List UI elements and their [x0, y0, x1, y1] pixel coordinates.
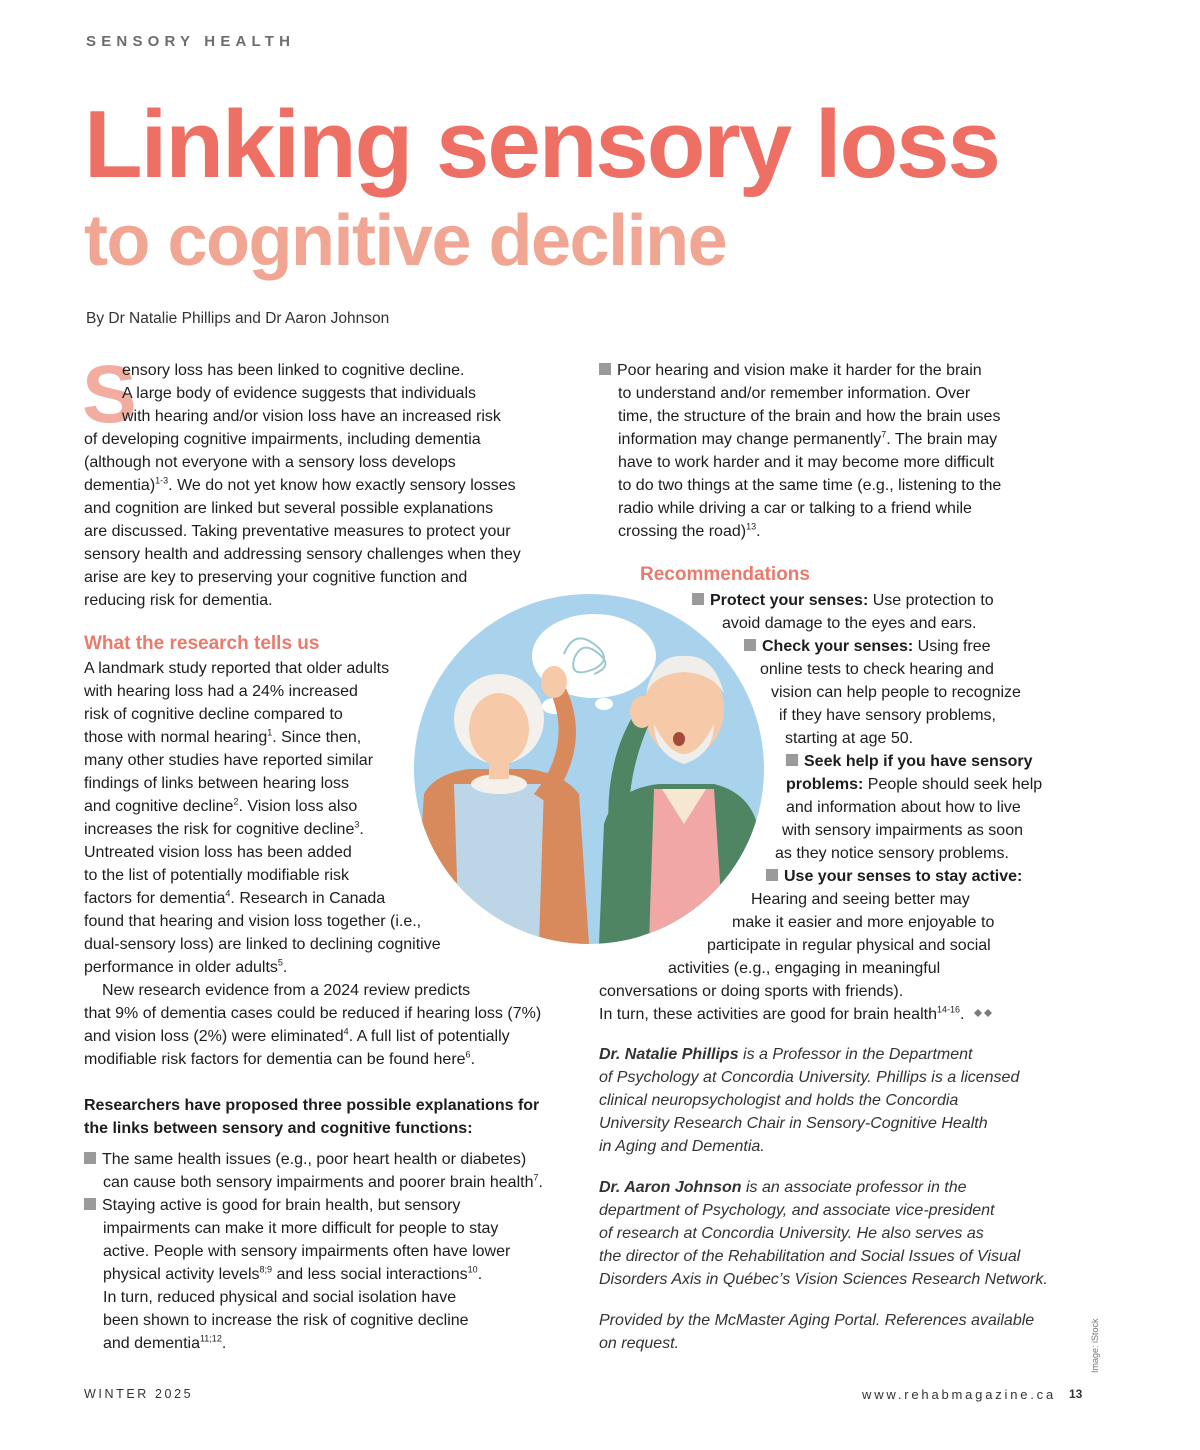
article-title-line-1: Linking sensory loss: [84, 91, 999, 198]
website-url: www.rehabmagazine.ca: [862, 1387, 1057, 1402]
text-line: to do two things at the same time (e.g., listening to the: [618, 477, 1002, 494]
bullet-item: Check your senses: Using free: [744, 635, 991, 658]
text-line: found that hearing and vision loss together (i.e.,: [84, 913, 422, 930]
text-line: and information about how to live: [786, 799, 1021, 816]
text-line: activities (e.g., engaging in meaningful: [668, 960, 941, 977]
text-line: the links between sensory and cognitive functions:: [84, 1120, 473, 1137]
intro-paragraph: [84, 428, 521, 612]
text-line: (although not everyone with a sensory loss develops: [84, 454, 456, 471]
text-line: dual-sensory loss) are linked to declining cognitive: [84, 936, 441, 953]
text-line: In turn, reduced physical and social isolation have: [103, 1289, 457, 1306]
research-heading: What the research tells us: [84, 633, 320, 654]
article-title-line-2: to cognitive decline: [84, 201, 727, 281]
bio-johnson: [599, 1176, 1048, 1291]
text-line: are discussed. Taking preventative measures to protect your: [84, 523, 511, 540]
text-line: impairments can make it more difficult for people to stay: [103, 1220, 499, 1237]
text-line: on request.: [599, 1335, 680, 1352]
text-line: dementia)$^{1-3}$. We do not yet know how exactly sensory losses: [84, 475, 516, 494]
bullet-item: Staying active is good for brain health, but sensory: [84, 1194, 543, 1217]
byline: By Dr Natalie Phillips and Dr Aaron Johnson: [86, 310, 390, 327]
square-bullet-icon: [692, 593, 704, 605]
text-line: time, the structure of the brain and how the brain uses: [618, 408, 1001, 425]
text-line: have to work harder and it may become more difficult: [618, 454, 994, 471]
section-label: SENSORY HEALTH: [86, 33, 296, 50]
image-credit: Image: iStock: [1090, 1318, 1100, 1373]
text-line: with hearing and/or vision loss have an increased risk: [122, 408, 501, 425]
recommendation-check: [744, 635, 991, 658]
page-number: 13: [1069, 1387, 1083, 1401]
square-bullet-icon: [786, 754, 798, 766]
text-line: and cognitive decline$^2$. Vision loss also: [84, 796, 358, 815]
text-line: and cognition are linked but several possible explanations: [84, 500, 494, 517]
text-line: arise are key to preserving your cognitive function and: [84, 569, 468, 586]
text-line: increases the risk for cognitive decline$^3$.: [84, 819, 364, 838]
text-line: conversations or doing sports with friends).: [599, 983, 904, 1000]
text-line: University Research Chair in Sensory-Cognitive Health: [599, 1115, 988, 1132]
text-line: and vision loss (2%) were eliminated$^4$. A full list of potentially: [84, 1026, 510, 1045]
author-name: Dr. Aaron Johnson: [599, 1179, 742, 1196]
author-name: Dr. Natalie Phillips: [599, 1046, 739, 1063]
text-line: department of Psychology, and associate vice-president: [599, 1202, 995, 1219]
text-line: problems: People should seek help: [786, 776, 1043, 793]
text-line: of developing cognitive impairments, including dementia: [84, 431, 481, 448]
text-line: A large body of evidence suggests that individuals: [122, 385, 477, 402]
text-line: with sensory impairments as soon: [782, 822, 1023, 839]
issue-season: WINTER 2025: [84, 1387, 194, 1401]
recommendation-seek-help: [786, 750, 1033, 773]
square-bullet-icon: [766, 869, 778, 881]
end-mark-icon: [972, 1008, 994, 1018]
text-line: Researchers have proposed three possible explanations for: [84, 1097, 540, 1114]
text-line: in Aging and Dementia.: [599, 1138, 765, 1155]
recommendation-stay-active: [766, 865, 1022, 888]
text-line: A landmark study reported that older adults: [84, 660, 390, 677]
explanations-intro: [84, 1094, 539, 1140]
text-line: crossing the road)$^{13}$.: [618, 521, 761, 540]
recommendations-heading: Recommendations: [640, 564, 810, 585]
seniors-illustration: [414, 594, 764, 944]
text-line: those with normal hearing$^1$. Since then,: [84, 727, 362, 746]
text-line: ensory loss has been linked to cognitive decline.: [122, 362, 465, 379]
text-line: radio while driving a car or talking to a friend while: [618, 500, 972, 517]
text-line: of research at Concordia University. He also serves as: [599, 1225, 984, 1242]
text-line: information may change permanently$^7$. The brain may: [618, 429, 998, 448]
provided-by-note: [599, 1309, 1034, 1355]
text-line: active. People with sensory impairments often have lower: [103, 1243, 511, 1260]
drop-cap: S: [82, 349, 137, 440]
text-line: Untreated vision loss has been added: [84, 844, 352, 861]
text-line: factors for dementia$^4$. Research in Canada: [84, 888, 386, 907]
text-line: make it easier and more enjoyable to: [732, 914, 995, 931]
text-line: In turn, these activities are good for brain health$^{14-16}$.: [599, 1003, 994, 1026]
explanation-bullet-right: [599, 359, 1001, 543]
bullet-item: The same health issues (e.g., poor heart health or diabetes): [84, 1148, 543, 1171]
text-line: Dr. Natalie Phillips is a Professor in the Department: [599, 1046, 973, 1063]
text-line: participate in regular physical and social: [707, 937, 991, 954]
square-bullet-icon: [84, 1198, 96, 1210]
text-line: reducing risk for dementia.: [84, 592, 273, 609]
text-line: modifiable risk factors for dementia can be found here$^6$.: [84, 1049, 476, 1068]
bullet-item: Use your senses to stay active:: [766, 865, 1022, 888]
text-line: with hearing loss had a 24% increased: [84, 683, 358, 700]
bullet-item: Protect your senses: Use protection to: [692, 589, 994, 612]
text-line: been shown to increase the risk of cognitive decline: [103, 1312, 469, 1329]
text-line: New research evidence from a 2024 review predicts: [102, 982, 471, 999]
explanation-bullets-left: [84, 1148, 543, 1355]
square-bullet-icon: [744, 639, 756, 651]
text-line: of Psychology at Concordia University. Phillips is a licensed: [599, 1069, 1020, 1086]
text-line: to understand and/or remember information. Over: [618, 385, 971, 402]
text-line: clinical neuropsychologist and holds the Concordia: [599, 1092, 959, 1109]
square-bullet-icon: [84, 1152, 96, 1164]
text-line: avoid damage to the eyes and ears.: [722, 615, 977, 632]
text-line: physical activity levels$^{8;9}$ and less social interactions$^{10}$.: [103, 1264, 483, 1283]
text-line: Provided by the McMaster Aging Portal. References available: [599, 1312, 1035, 1329]
text-line: starting at age 50.: [785, 730, 914, 747]
text-line: Hearing and seeing better may: [751, 891, 970, 908]
text-line: Disorders Axis in Québec’s Vision Sciences Research Network.: [599, 1271, 1048, 1288]
bullet-item: Poor hearing and vision make it harder for the brain: [599, 359, 1001, 382]
text-line: can cause both sensory impairments and poorer brain health$^7$.: [103, 1172, 543, 1191]
text-line: Dr. Aaron Johnson is an associate professor in the: [599, 1179, 967, 1196]
bullet-item: Seek help if you have sensory: [786, 750, 1033, 773]
text-line: online tests to check hearing and: [760, 661, 994, 678]
text-line: performance in older adults$^5$.: [84, 957, 288, 976]
text-line: vision can help people to recognize: [771, 684, 1021, 701]
text-line: to the list of potentially modifiable risk: [84, 867, 350, 884]
text-line: many other studies have reported similar: [84, 752, 374, 769]
text-line: sensory health and addressing sensory challenges when they: [84, 546, 521, 563]
text-line: findings of links between hearing loss: [84, 775, 350, 792]
recommendation-protect: [692, 589, 994, 612]
text-line: and dementia$^{11;12}$.: [103, 1333, 227, 1352]
square-bullet-icon: [599, 363, 611, 375]
text-line: the director of the Rehabilitation and Social Issues of Visual: [599, 1248, 1021, 1265]
text-line: if they have sensory problems,: [779, 707, 996, 724]
text-line: that 9% of dementia cases could be reduced if hearing loss (7%): [84, 1005, 542, 1022]
text-line: risk of cognitive decline compared to: [84, 706, 343, 723]
text-line: as they notice sensory problems.: [775, 845, 1009, 862]
intro-first-lines: [122, 359, 501, 428]
bio-phillips: [599, 1043, 1019, 1158]
